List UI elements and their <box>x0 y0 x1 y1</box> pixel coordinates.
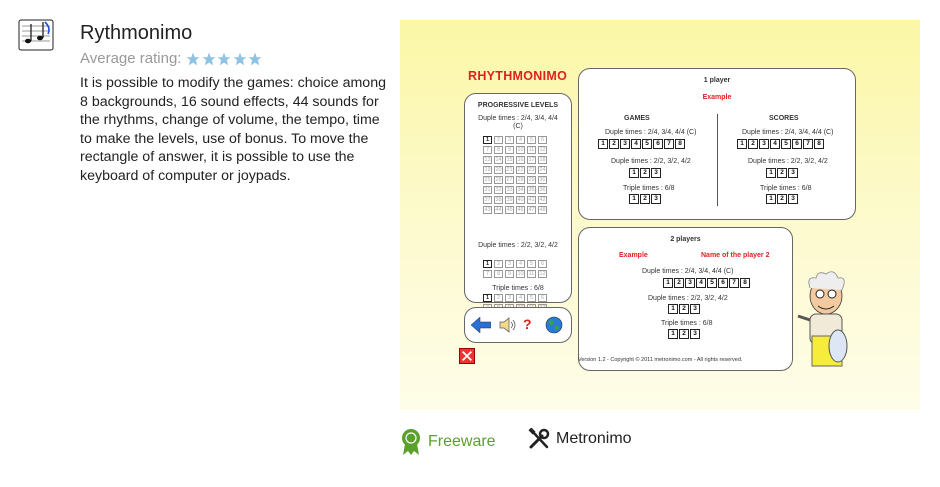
star-icon <box>217 52 231 66</box>
star-icon <box>248 52 262 66</box>
level-cell[interactable]: 22 <box>517 167 524 173</box>
level-cell[interactable]: 26 <box>495 177 502 183</box>
level-cell[interactable]: 7 <box>483 270 492 278</box>
rating-label: Average rating: <box>80 50 182 67</box>
number-button[interactable]: 2 <box>640 194 650 204</box>
one-player-heading: 1 player <box>703 77 731 84</box>
games-duple-label-1: Duple times : 2/4, 3/4, 4/4 (C) <box>605 129 697 136</box>
star-icon <box>186 52 200 66</box>
level-cell[interactable]: 13 <box>484 157 491 163</box>
progressive-duple-label-2: Duple times : 2/2, 3/2, 4/2 <box>478 242 558 249</box>
license-badge[interactable] <box>400 428 496 456</box>
scores-row-2 <box>766 168 798 178</box>
level-cell[interactable]: 33 <box>506 187 513 193</box>
games-triple-label: Triple times : 6/8 <box>623 185 675 192</box>
tools-icon <box>528 428 550 450</box>
scores-row-3 <box>766 194 798 204</box>
level-cell[interactable]: 3 <box>505 136 514 144</box>
level-cell[interactable]: 19 <box>484 167 491 173</box>
level-cell[interactable]: 29 <box>528 177 535 183</box>
level-cell[interactable]: 8 <box>494 146 503 154</box>
level-cell[interactable]: 42 <box>539 197 546 203</box>
number-button[interactable]: 8 <box>814 139 824 149</box>
number-button[interactable]: 8 <box>740 278 750 288</box>
globe-icon[interactable] <box>545 316 563 334</box>
number-button[interactable]: 2 <box>674 278 684 288</box>
level-cell[interactable]: 6 <box>538 136 547 144</box>
level-cell[interactable]: 28 <box>517 177 524 183</box>
level-cell[interactable]: 3 <box>505 260 514 268</box>
close-icon[interactable] <box>459 348 475 364</box>
level-cell[interactable]: 16 <box>517 157 524 163</box>
level-cell[interactable]: 32 <box>495 187 502 193</box>
level-cell[interactable]: 27 <box>506 177 513 183</box>
progressive-triple-label: Triple times : 6/8 <box>492 285 544 292</box>
two-players-row-3 <box>668 329 700 339</box>
number-button[interactable]: 1 <box>737 139 747 149</box>
developer-link[interactable] <box>528 428 632 450</box>
level-cell[interactable]: 3 <box>505 294 514 302</box>
level-cell[interactable]: 41 <box>528 197 535 203</box>
scores-heading: SCORES <box>769 115 799 122</box>
number-button[interactable]: 3 <box>788 168 798 178</box>
star-icon <box>233 52 247 66</box>
ribbon-icon <box>400 428 422 456</box>
number-button[interactable]: 5 <box>642 139 652 149</box>
two-players-heading: 2 players <box>670 236 701 243</box>
two-players-row-1 <box>663 278 750 288</box>
level-cell[interactable]: 4 <box>516 260 525 268</box>
copyright-note: Version 1.2 - Copyright © 2011 metronimo.com - All rights reserved. <box>578 357 743 363</box>
star-icon <box>202 52 216 66</box>
progressive-levels-panel <box>464 93 572 303</box>
level-cell[interactable]: 10 <box>517 147 524 153</box>
level-cell[interactable]: 2 <box>494 294 503 302</box>
level-cell[interactable]: 11 <box>528 147 535 153</box>
level-cell[interactable]: 6 <box>538 260 547 268</box>
level-cell[interactable]: 44 <box>495 207 502 213</box>
developer-label: Metronimo <box>556 430 632 447</box>
scores-duple-label-2: Duple times : 2/2, 3/2, 4/2 <box>748 158 828 165</box>
number-button[interactable]: 3 <box>690 329 700 339</box>
level-cell[interactable]: 12 <box>539 147 546 153</box>
number-button[interactable]: 1 <box>766 168 776 178</box>
level-cell[interactable]: 1 <box>483 260 492 268</box>
app-screenshot <box>400 20 920 410</box>
level-cell[interactable]: 31 <box>484 187 491 193</box>
app-description: It is possible to modify the games: choice among 8 backgrounds, 16 sound effects, 44 sounds for the rhythms, change of volume, the tempo, time to make the levels, use of bonus. To move the rectangle of answer, it is possible to use the keyboard of computer or joypads. <box>80 75 386 184</box>
level-cell[interactable]: 34 <box>517 187 524 193</box>
level-cell[interactable]: 35 <box>528 187 535 193</box>
games-heading: GAMES <box>624 115 650 122</box>
number-button[interactable]: 7 <box>803 139 813 149</box>
level-cell[interactable]: 5 <box>527 136 536 144</box>
number-button[interactable]: 1 <box>598 139 608 149</box>
number-button[interactable]: 5 <box>781 139 791 149</box>
level-cell[interactable]: 11 <box>528 271 535 277</box>
number-button[interactable]: 4 <box>631 139 641 149</box>
number-button[interactable]: 3 <box>651 168 661 178</box>
number-button[interactable]: 3 <box>788 194 798 204</box>
level-cell[interactable]: 5 <box>527 260 536 268</box>
level-cell[interactable]: 7 <box>483 146 492 154</box>
level-cell[interactable]: 12 <box>539 271 546 277</box>
number-button[interactable]: 6 <box>653 139 663 149</box>
back-arrow-icon[interactable] <box>471 317 491 333</box>
rating <box>80 50 264 67</box>
number-button[interactable]: 2 <box>640 168 650 178</box>
scores-triple-label: Triple times : 6/8 <box>760 185 812 192</box>
level-cell[interactable]: 17 <box>528 157 535 163</box>
number-button[interactable]: 4 <box>696 278 706 288</box>
license-label: Freeware <box>428 433 496 450</box>
progressive-heading: PROGRESSIVE LEVELS <box>477 102 559 109</box>
level-cell[interactable]: 36 <box>539 187 546 193</box>
toolbar-panel <box>464 307 572 343</box>
speaker-icon[interactable] <box>499 317 517 333</box>
games-row-2 <box>629 168 661 178</box>
level-cell[interactable]: 43 <box>484 207 491 213</box>
scores-duple-label-1: Duple times : 2/4, 3/4, 4/4 (C) <box>742 129 834 136</box>
number-button[interactable]: 6 <box>792 139 802 149</box>
level-cell[interactable]: 46 <box>517 207 524 213</box>
level-cell[interactable]: 1 <box>483 136 492 144</box>
number-button[interactable]: 1 <box>766 194 776 204</box>
level-cell[interactable]: 2 <box>494 260 503 268</box>
level-cell[interactable]: 14 <box>495 157 502 163</box>
number-button[interactable]: 2 <box>777 194 787 204</box>
two-players-row-2 <box>668 304 700 314</box>
divider <box>717 114 718 206</box>
progressive-duple-label-1: Duple times : 2/4, 3/4, 4/4 (C) <box>478 115 558 130</box>
number-button[interactable]: 2 <box>777 168 787 178</box>
level-cell[interactable]: 2 <box>494 136 503 144</box>
games-row-3 <box>629 194 661 204</box>
level-cell[interactable]: 24 <box>539 167 546 173</box>
level-cell[interactable]: 48 <box>539 207 546 213</box>
scores-row-1 <box>737 139 824 149</box>
player-2-name-field[interactable]: Name of the player 2 <box>701 252 770 259</box>
level-cell[interactable]: 15 <box>506 157 513 163</box>
level-cell[interactable]: 20 <box>495 167 502 173</box>
number-button[interactable]: 3 <box>620 139 630 149</box>
level-cell[interactable]: 4 <box>516 294 525 302</box>
professor-mascot-icon <box>792 258 862 370</box>
number-button[interactable]: 3 <box>690 304 700 314</box>
number-button[interactable]: 3 <box>651 194 661 204</box>
number-button[interactable]: 1 <box>668 304 678 314</box>
two-players-panel <box>578 227 793 371</box>
number-button[interactable]: 3 <box>759 139 769 149</box>
level-cell[interactable]: 5 <box>527 294 536 302</box>
level-cell[interactable]: 6 <box>538 294 547 302</box>
level-cell[interactable]: 23 <box>528 167 535 173</box>
games-duple-label-2: Duple times : 2/2, 3/2, 4/2 <box>611 158 691 165</box>
progressive-grid-2 <box>483 260 547 278</box>
level-cell[interactable]: 1 <box>483 294 492 302</box>
two-players-triple-label: Triple times : 6/8 <box>661 320 713 327</box>
level-cell[interactable]: 38 <box>495 197 502 203</box>
level-cell[interactable]: 18 <box>539 157 546 163</box>
app-title: Rythmonimo <box>80 22 193 44</box>
number-button[interactable]: 7 <box>664 139 674 149</box>
number-button[interactable]: 1 <box>663 278 673 288</box>
number-button[interactable]: 2 <box>679 329 689 339</box>
level-cell[interactable]: 10 <box>517 271 524 277</box>
level-cell[interactable]: 9 <box>505 270 514 278</box>
two-players-duple-label-1: Duple times : 2/4, 3/4, 4/4 (C) <box>642 268 734 275</box>
one-player-panel <box>578 68 856 220</box>
level-cell[interactable]: 40 <box>517 197 524 203</box>
level-cell[interactable]: 25 <box>484 177 491 183</box>
one-player-example-link[interactable]: Example <box>702 94 732 101</box>
number-button[interactable]: 3 <box>685 278 695 288</box>
games-row-1 <box>598 139 685 149</box>
number-button[interactable]: 2 <box>609 139 619 149</box>
number-button[interactable]: 7 <box>729 278 739 288</box>
two-players-duple-label-2: Duple times : 2/2, 3/2, 4/2 <box>648 295 728 302</box>
help-icon[interactable]: ? <box>523 316 532 332</box>
number-button[interactable]: 6 <box>718 278 728 288</box>
level-cell[interactable]: 47 <box>528 207 535 213</box>
two-players-example-link[interactable]: Example <box>619 252 648 259</box>
level-cell[interactable]: 8 <box>494 270 503 278</box>
level-cell[interactable]: 45 <box>506 207 513 213</box>
app-icon <box>18 18 54 52</box>
level-cell[interactable]: 21 <box>506 167 513 173</box>
number-button[interactable]: 1 <box>668 329 678 339</box>
number-button[interactable]: 2 <box>748 139 758 149</box>
number-button[interactable]: 1 <box>629 194 639 204</box>
level-cell[interactable]: 37 <box>484 197 491 203</box>
number-button[interactable]: 2 <box>679 304 689 314</box>
rating-stars <box>186 52 264 66</box>
number-button[interactable]: 5 <box>707 278 717 288</box>
progressive-grid-1 <box>483 136 547 214</box>
level-cell[interactable]: 30 <box>539 177 546 183</box>
number-button[interactable]: 8 <box>675 139 685 149</box>
level-cell[interactable]: 39 <box>506 197 513 203</box>
level-cell[interactable]: 9 <box>505 146 514 154</box>
level-cell[interactable]: 4 <box>516 136 525 144</box>
number-button[interactable]: 4 <box>770 139 780 149</box>
number-button[interactable]: 1 <box>629 168 639 178</box>
game-title: RHYTHMONIMO <box>468 69 568 83</box>
